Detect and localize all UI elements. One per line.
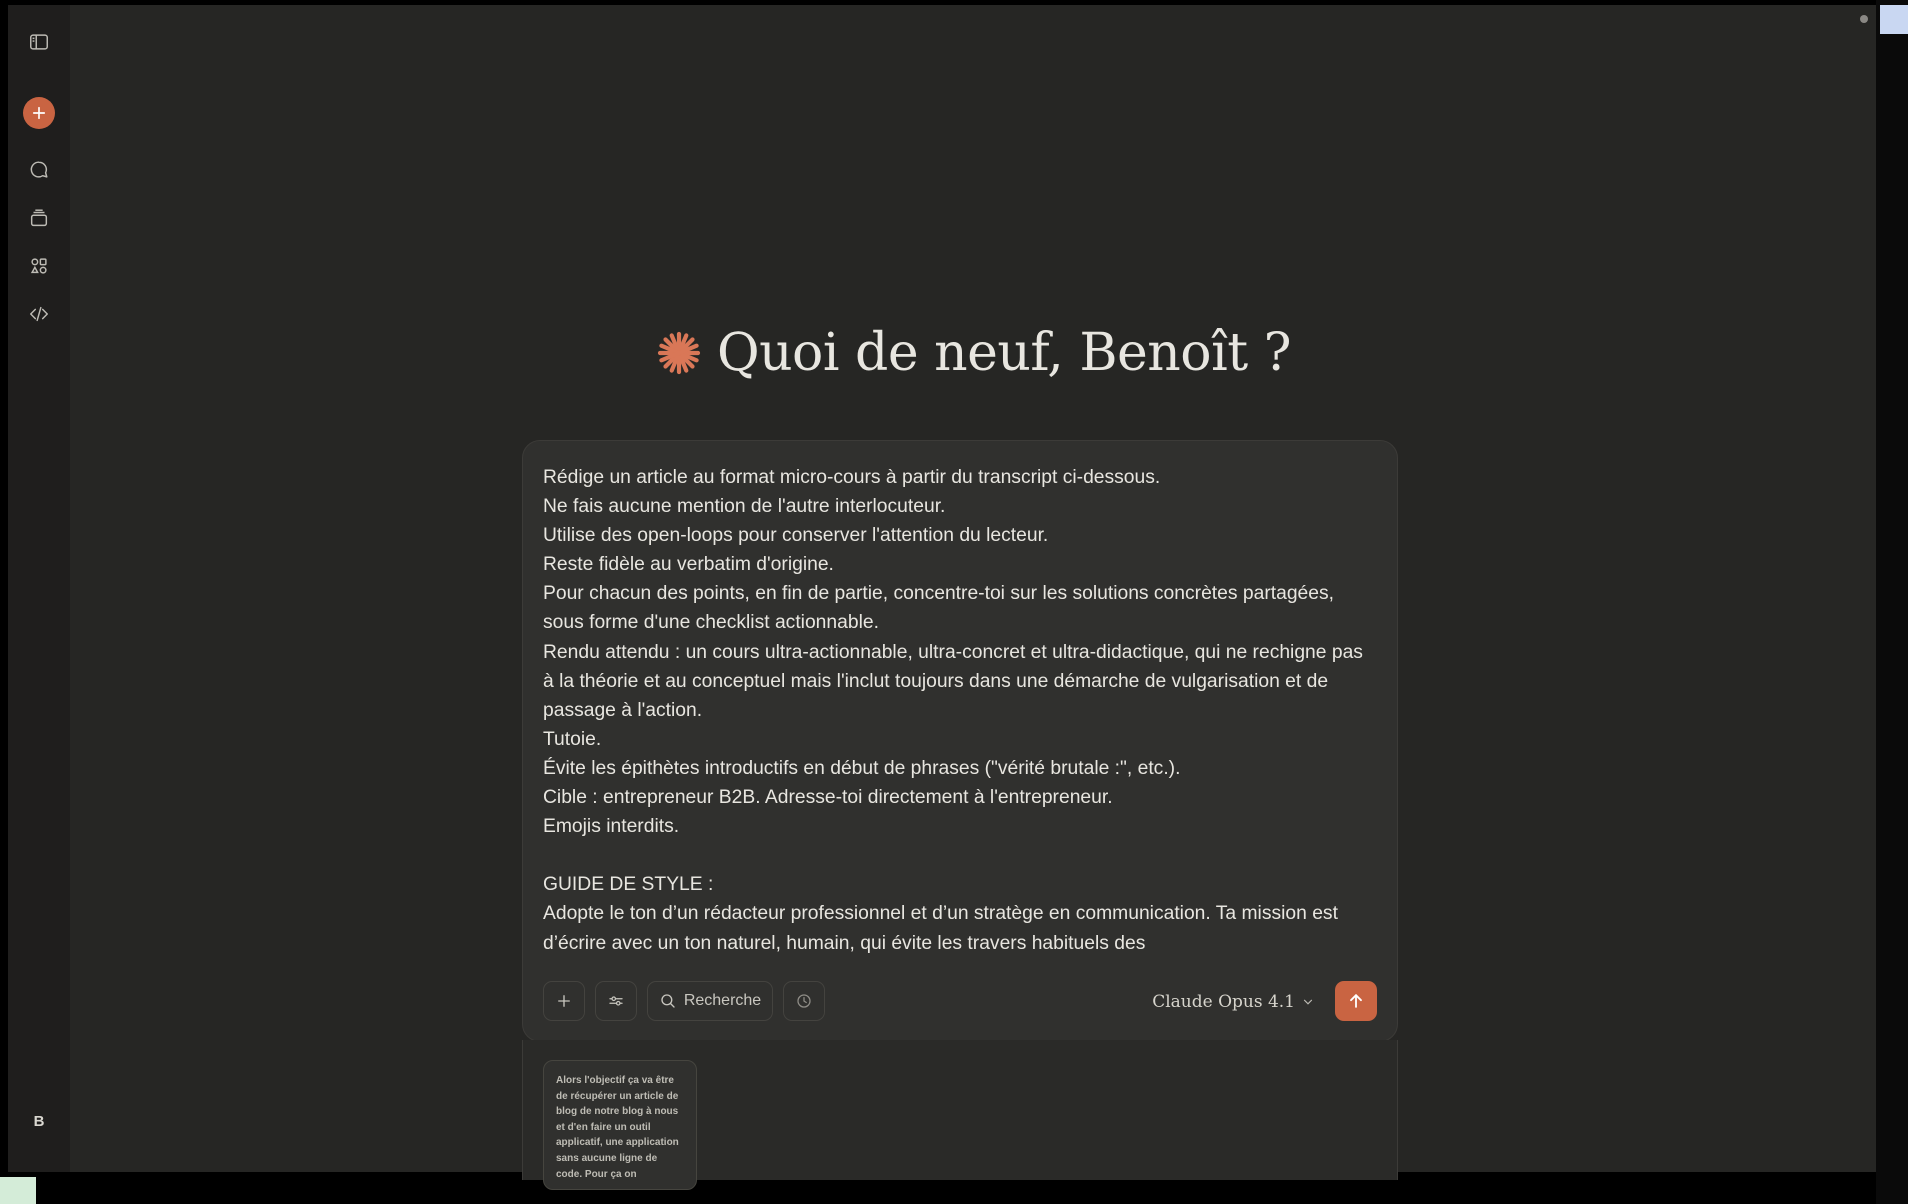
projects-button[interactable]	[22, 201, 56, 235]
prompt-line: Pour chacun des points, en fin de partie, concentre-toi sur les solutions concrètes partagées, sous forme d'une checklist actionnable.	[543, 583, 1340, 634]
toggle-sidebar-button[interactable]	[22, 25, 56, 59]
composer-toolbar	[523, 981, 1397, 1041]
avatar[interactable]: B	[33, 1112, 45, 1130]
prompt-input[interactable]	[543, 463, 1373, 954]
code-icon	[28, 303, 50, 325]
research-label: Recherche	[683, 992, 762, 1009]
chat-bubble-icon	[28, 159, 50, 181]
attachments-tray	[522, 1040, 1398, 1180]
prompt-line: Emojis interdits.	[543, 816, 680, 838]
desktop-edge	[1876, 0, 1908, 1204]
greeting-title: Quoi de neuf, Benoît ?	[716, 323, 1292, 383]
artifacts-button[interactable]	[22, 249, 56, 283]
prompt-line: Évite les épithètes introductifs en début de phrases ("vérité brutale :", etc.).	[543, 757, 1181, 779]
greeting	[8, 323, 1876, 383]
send-button[interactable]	[1335, 981, 1377, 1021]
search-icon	[659, 992, 677, 1010]
research-button[interactable]	[647, 981, 773, 1021]
prompt-line: Rendu attendu : un cours ultra-actionnable, ultra-concret et ultra-didactique, qui ne rechigne pas à la théorie et au conceptuel mais l'inclut toujours dans une démarche de vulgarisation et de passage à l'action.	[543, 641, 1369, 721]
history-button[interactable]	[783, 981, 825, 1021]
prompt-line: GUIDE DE STYLE :	[543, 874, 714, 896]
chats-button[interactable]	[22, 153, 56, 187]
desktop-corner-bottom-left	[0, 1177, 36, 1204]
prompt-line: Reste fidèle au verbatim d'origine.	[543, 554, 834, 576]
archive-box-icon	[28, 207, 50, 229]
chevron-down-icon	[1301, 995, 1315, 1009]
prompt-line: Adopte le ton d’un rédacteur professionnel et d’un stratège en communication. Ta mission est d’écrire avec un ton naturel, humain, qui évite les travers habituels des	[543, 903, 1344, 954]
tools-button[interactable]	[595, 981, 637, 1021]
model-selector[interactable]	[1152, 989, 1315, 1015]
claude-spark-icon	[655, 329, 703, 377]
prompt-blank-line	[543, 841, 1373, 870]
prompt-line: Tutoie.	[543, 728, 602, 750]
shapes-icon	[28, 255, 50, 277]
prompt-line: Cible : entrepreneur B2B. Adresse-toi directement à l'entrepreneur.	[543, 787, 1113, 809]
attachment-card[interactable]	[543, 1060, 697, 1190]
plus-icon	[30, 104, 48, 122]
sidebar-icon	[28, 31, 50, 53]
window-indicator-dot	[1860, 15, 1868, 23]
new-chat-button[interactable]	[23, 97, 55, 129]
prompt-line: Ne fais aucune mention de l'autre interlocuteur.	[543, 496, 946, 518]
add-attachment-button[interactable]	[543, 981, 585, 1021]
sidebar	[8, 5, 70, 1172]
prompt-line: Rédige un article au format micro-cours à partir du transcript ci-dessous.	[543, 467, 1161, 488]
desktop-corner-top-right	[1880, 5, 1908, 34]
model-label: Claude Opus 4.1	[1152, 992, 1295, 1012]
attachment-preview-text: Alors l'objectif ça va être de récupérer un article de blog de notre blog à nous et d'en faire un outil applicatif, une application sans aucune ligne de code. Pour ça on	[556, 1075, 679, 1180]
message-composer	[522, 440, 1398, 1042]
arrow-up-icon	[1346, 991, 1366, 1011]
app-window	[8, 5, 1876, 1180]
clock-icon	[795, 992, 813, 1010]
plus-icon	[555, 992, 573, 1010]
prompt-line: Utilise des open-loops pour conserver l'attention du lecteur.	[543, 525, 1049, 547]
sliders-icon	[607, 992, 625, 1010]
